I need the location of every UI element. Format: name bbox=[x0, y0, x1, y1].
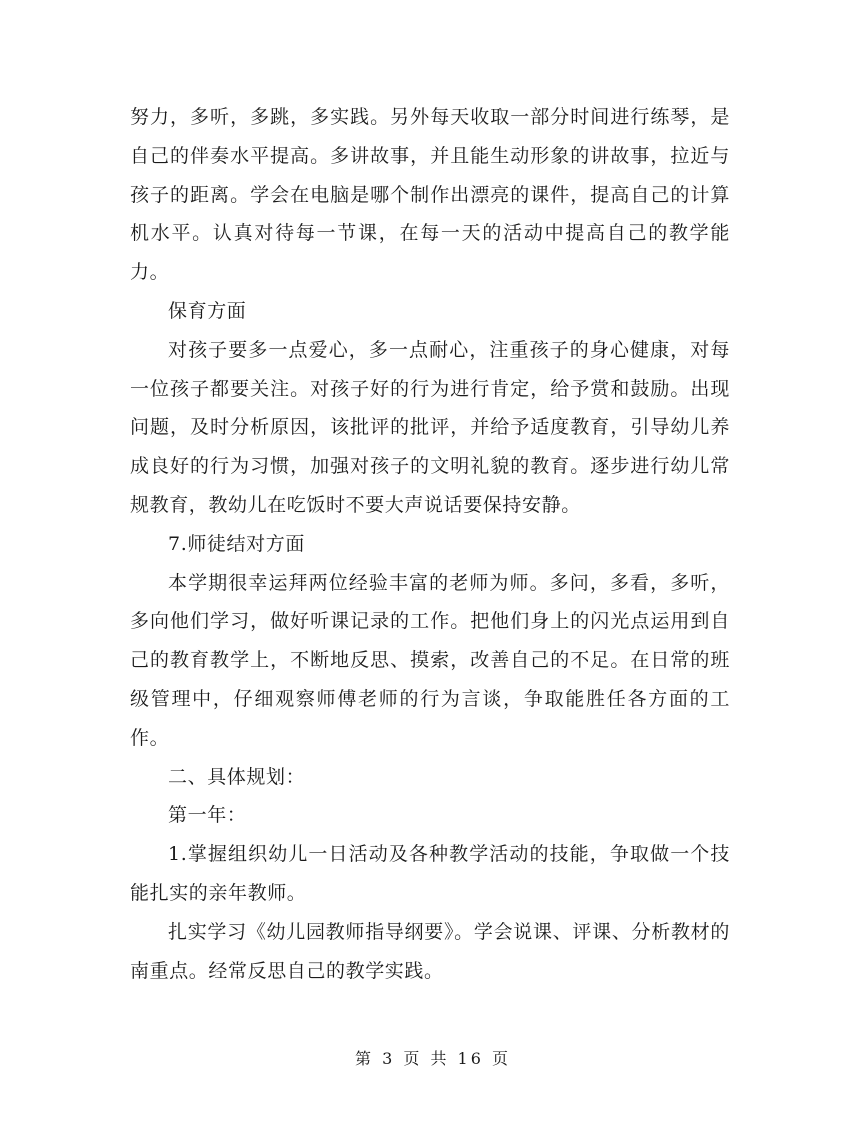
section-heading-childcare: 保育方面 bbox=[168, 299, 247, 322]
page-number-footer: 第 3 页 共 16 页 bbox=[355, 1049, 511, 1068]
paragraph-mentorship: 本学期很幸运拜两位经验丰富的老师为师。多问，多看，多听，多向他们学习，做好听课记录的工作。把他们身上的闪光点运用到自己的教育教学上，不断地反思、摸索，改善自己的不足。在日常的班级管理中，仔细观察师傅老师的行为言谈，争取能胜任各方面的工作。 bbox=[130, 571, 730, 749]
paragraph-childcare: 对孩子要多一点爱心，多一点耐心，注重孩子的身心健康，对每一位孩子都要关注。对孩子好的行为进行肯定，给予赏和鼓励。出现问题，及时分析原因，该批评的批评，并给予适度教育，引导幼儿养成良好的行为习惯，加强对孩子的文明礼貌的教育。逐步进行幼儿常规教育，教幼儿在吃饭时不要大声说话要保持安静。 bbox=[130, 338, 730, 516]
section-heading-mentorship: 7.师徒结对方面 bbox=[168, 532, 305, 555]
paragraph-first-year-item-1: 1.掌握组织幼儿一日活动及各种教学活动的技能，争取做一个技能扎实的亲年教师。 bbox=[130, 843, 730, 904]
section-heading-plan: 二、具体规划： bbox=[168, 765, 306, 788]
section-heading-first-year: 第一年： bbox=[168, 804, 247, 827]
paragraph-continuation: 努力，多听，多跳，多实践。另外每天收取一部分时间进行练琴，是自己的伴奏水平提高。多讲故事，并且能生动形象的讲故事，拉近与孩子的距离。学会在电脑是哪个制作出漂亮的课件，提高自己的计算机水平。认真对待每一节课，在每一天的活动中提高自己的教学能力。 bbox=[130, 106, 730, 284]
document-body bbox=[130, 98, 730, 990]
paragraph-first-year-study: 扎实学习《幼儿园教师指导纲要》。学会说课、评课、分析教材的南重点。经常反思自己的教学实践。 bbox=[130, 920, 730, 982]
